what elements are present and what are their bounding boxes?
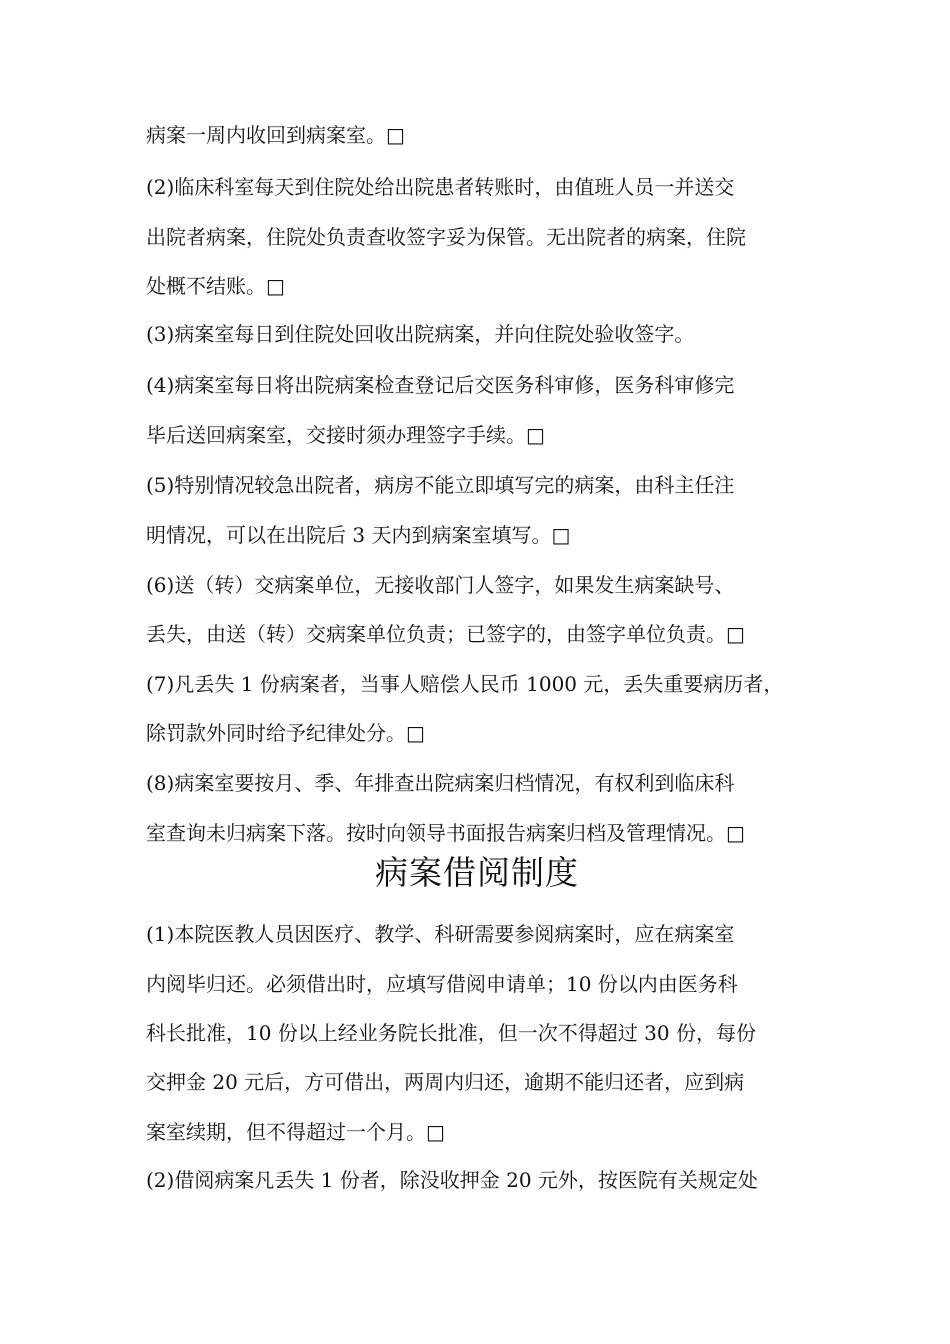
paragraph-line: 出院者病案，住院处负责查收签字妥为保管。无出院者的病案，住院 (146, 225, 746, 249)
paragraph-line: 明情况，可以在出院后 3 天内到病案室填写。□ (146, 523, 571, 547)
paragraph-line: (8)病案室要按月、季、年排查出院病案归档情况，有权利到临床科 (146, 771, 735, 795)
paragraph-line: (6)送（转）交病案单位，无接收部门人签字，如果发生病案缺号、 (146, 573, 735, 597)
paragraph-line: 室查询未归病案下落。按时向领导书面报告病案归档及管理情况。□ (146, 821, 745, 845)
paragraph-line: (4)病案室每日将出院病案检查登记后交医务科审修，医务科审修完 (146, 373, 735, 397)
paragraph-line: (1)本院医教人员因医疗、教学、科研需要参阅病案时，应在病案室 (146, 922, 735, 946)
paragraph-line: 交押金 20 元后，方可借出，两周内归还，逾期不能归还者，应到病 (146, 1070, 745, 1094)
paragraph-line: (7)凡丢失 1 份病案者，当事人赔偿人民币 1000 元，丢失重要病历者， (146, 672, 784, 696)
paragraph-line: (5)特别情况较急出院者，病房不能立即填写完的病案，由科主任注 (146, 473, 735, 497)
paragraph-line: 案室续期，但不得超过一个月。□ (146, 1120, 445, 1144)
paragraph-line: 处概不结账。□ (146, 274, 285, 298)
paragraph-line: (2)借阅病案凡丢失 1 份者，除没收押金 20 元外，按医院有关规定处 (146, 1168, 758, 1192)
paragraph-line: 毕后送回病案室，交接时须办理签字手续。□ (146, 423, 545, 447)
paragraph-line: (3)病案室每日到住院处回收出院病案，并向住院处验收签字。 (146, 322, 695, 346)
paragraph-line: 科长批准，10 份以上经业务院长批准，但一次不得超过 30 份，每份 (146, 1021, 756, 1045)
paragraph-line: 丢失，由送（转）交病案单位负责；已签字的，由签字单位负责。□ (146, 622, 745, 646)
paragraph-line: (2)临床科室每天到住院处给出院患者转账时，由值班人员一并送交 (146, 175, 735, 199)
paragraph-line: 病案一周内收回到病案室。□ (146, 123, 405, 147)
paragraph-line: 除罚款外同时给予纪律处分。□ (146, 721, 425, 745)
section-title: 病案借阅制度 (375, 853, 579, 892)
paragraph-line: 内阅毕归还。必须借出时，应填写借阅申请单；10 份以内由医务科 (146, 972, 738, 996)
